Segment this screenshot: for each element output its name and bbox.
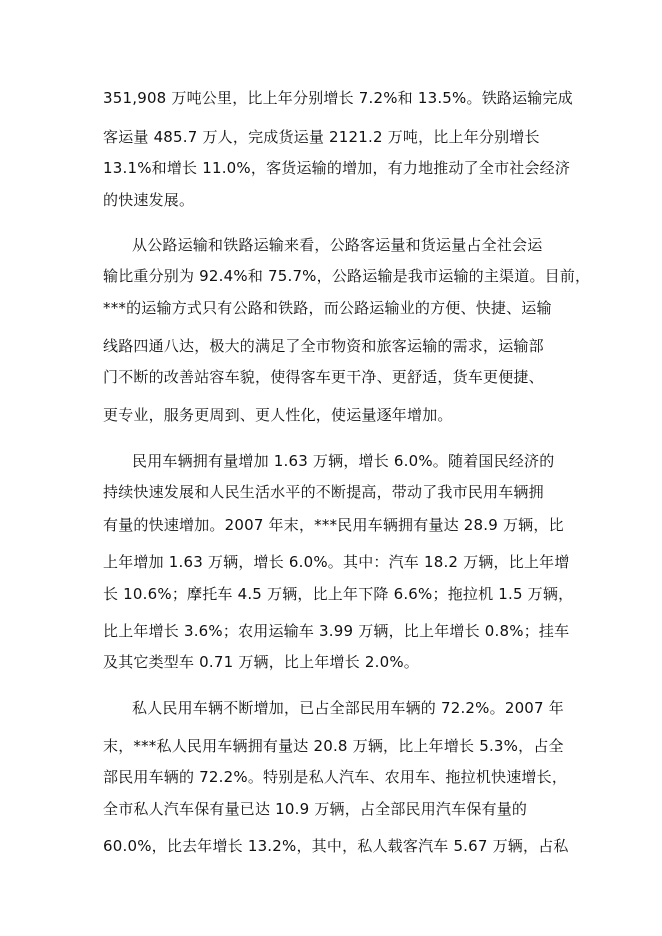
text-line: 及其它类型车 0.71 万辆，比上年增长 2.0%。 bbox=[103, 653, 420, 671]
text-line: 上年增加 1.63 万辆，增长 6.0%。其中：汽车 18.2 万辆，比上年增 bbox=[103, 553, 570, 571]
text-line: 比上年增长 3.6%；农用运输车 3.99 万辆，比上年增长 0.8%；挂车 bbox=[103, 622, 570, 640]
text-line: 的快速发展。 bbox=[103, 191, 195, 209]
text-line: 客运量 485.7 万人，完成货运量 2121.2 万吨，比上年分别增长 bbox=[103, 128, 540, 146]
text-line: 私人民用车辆不断增加，已占全部民用车辆的 72.2%。2007 年 bbox=[132, 699, 564, 717]
text-line: 民用车辆拥有量增加 1.63 万辆，增长 6.0%。随着国民经济的 bbox=[132, 452, 555, 470]
text-line: 从公路运输和铁路运输来看，公路客运量和货运量占全社会运 bbox=[132, 236, 543, 254]
text-line: 输比重分别为 92.4%和 75.7%，公路运输是我市运输的主渠道。目前， bbox=[103, 267, 591, 285]
text-line: 更专业，服务更周到、更人性化，使运量逐年增加。 bbox=[103, 406, 453, 424]
text-line: 末，***私人民用车辆拥有量达 20.8 万辆，比上年增长 5.3%，占全 bbox=[103, 737, 564, 755]
text-line: 长 10.6%；摩托车 4.5 万辆，比上年下降 6.6%；拖拉机 1.5 万辆， bbox=[103, 585, 574, 603]
text-line: 13.1%和增长 11.0%，客货运输的增加，有力地推动了全市社会经济 bbox=[103, 159, 571, 177]
text-line: 有量的快速增加。2007 年末，***民用车辆拥有量达 28.9 万辆，比 bbox=[103, 516, 564, 534]
text-line: 351,908 万吨公里，比上年分别增长 7.2%和 13.5%。铁路运输完成 bbox=[103, 89, 573, 107]
text-line: 门不断的改善站容车貌，使得客车更干净、更舒适，货车更便捷、 bbox=[103, 368, 544, 386]
text-line: 持续快速发展和人民生活水平的不断提高，带动了我市民用车辆拥 bbox=[103, 483, 544, 501]
text-line: 60.0%，比去年增长 13.2%，其中，私人载客汽车 5.67 万辆，占私 bbox=[103, 837, 569, 855]
text-line: 全市私人汽车保有量已达 10.9 万辆，占全部民用汽车保有量的 bbox=[103, 800, 528, 818]
text-line: 线路四通八达，极大的满足了全市物资和旅客运输的需求，运输部 bbox=[103, 337, 544, 355]
text-line: 部民用车辆的 72.2%。特别是私人汽车、农用车、拖拉机快速增长， bbox=[103, 768, 568, 786]
text-line: ***的运输方式只有公路和铁路，而公路运输业的方便、快捷、运输 bbox=[103, 299, 552, 317]
